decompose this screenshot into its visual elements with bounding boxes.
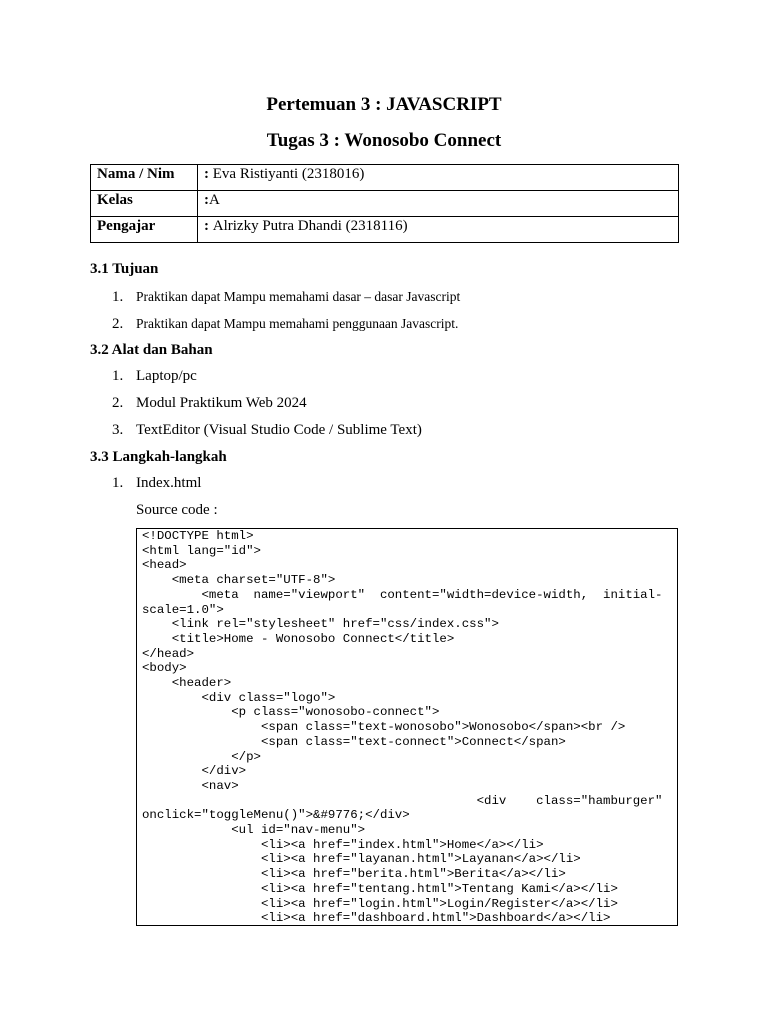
table-row: [91, 165, 679, 191]
code-line: <html lang="id">: [142, 543, 261, 558]
info-value-teacher: : Alrizky Putra Dhandi (2318116): [198, 217, 679, 243]
code-line: </head>: [142, 646, 195, 661]
code-line: scale=1.0">: [142, 602, 224, 617]
code-line: <li><a href="dashboard.html">Dashboard</a></li>: [142, 911, 611, 926]
code-line: <li><a href="layanan.html">Layanan</a></li>: [142, 852, 581, 867]
code-line: <meta charset="UTF-8">: [142, 573, 336, 588]
code-line: <link rel="stylesheet" href="css/index.css">: [142, 617, 499, 632]
section-heading-langkah: 3.3 Langkah-langkah: [90, 449, 227, 465]
code-line: <li><a href="index.html">Home</a></li>: [142, 837, 544, 852]
list-item: 1. Laptop/pc: [112, 368, 197, 384]
list-item: 3. TextEditor (Visual Studio Code / Sublime Text): [112, 422, 422, 438]
section-heading-tujuan: 3.1 Tujuan: [90, 261, 159, 277]
code-line: <span class="text-connect">Connect</span>: [142, 734, 566, 749]
code-line: <head>: [142, 558, 187, 573]
list-item: 2. Praktikan dapat Mampu memahami penggunaan Javascript.: [112, 316, 459, 332]
code-line: <li><a href="berita.html">Berita</a></li>: [142, 867, 566, 882]
code-line: <!DOCTYPE html>: [142, 529, 254, 543]
code-line: <p class="wonosobo-connect">: [142, 705, 440, 720]
section-heading-alat: 3.2 Alat dan Bahan: [90, 342, 213, 358]
table-row: [91, 217, 679, 243]
info-value-class: :A: [198, 191, 679, 217]
code-line: <div class="hamburger": [142, 793, 663, 808]
code-line: onclick="toggleMenu()">&#9776;</div>: [142, 808, 410, 823]
code-line: </p>: [142, 749, 261, 764]
info-key-teacher: Pengajar: [91, 217, 198, 243]
code-line: <title>Home - Wonosobo Connect</title>: [142, 631, 455, 646]
code-text: [142, 529, 672, 926]
code-line: <body>: [142, 661, 187, 676]
document-subtitle: Tugas 3 : Wonosobo Connect: [266, 130, 502, 151]
code-line: <header>: [142, 676, 232, 691]
code-line: <span class="text-wonosobo">Wonosobo</span><br />: [142, 720, 626, 735]
list-item: 1. Index.html: [112, 475, 202, 491]
code-block: [136, 528, 678, 926]
code-line: <ul id="nav-menu">: [142, 823, 366, 838]
document-title: Pertemuan 3 : JAVASCRIPT: [266, 94, 502, 115]
info-key-name: Nama / Nim: [91, 165, 198, 191]
code-line: <nav>: [142, 778, 239, 793]
list-item: 1. Praktikan dapat Mampu memahami dasar – dasar Javascript: [112, 289, 461, 305]
code-line: </div>: [142, 764, 247, 779]
info-value-name: : Eva Ristiyanti (2318016): [198, 165, 679, 191]
info-key-class: Kelas: [91, 191, 198, 217]
source-code-label: Source code :: [136, 502, 218, 518]
code-line: <li><a href="tentang.html">Tentang Kami</a></li>: [142, 881, 618, 896]
list-item: 2. Modul Praktikum Web 2024: [112, 395, 307, 411]
code-line: <li><a href="login.html">Login/Register</a></li>: [142, 896, 618, 911]
code-line: <div class="logo">: [142, 690, 336, 705]
code-line: <meta name="viewport" content="width=device-width, initial-: [142, 587, 663, 602]
table-row: [91, 191, 679, 217]
student-info-table: [90, 164, 679, 243]
